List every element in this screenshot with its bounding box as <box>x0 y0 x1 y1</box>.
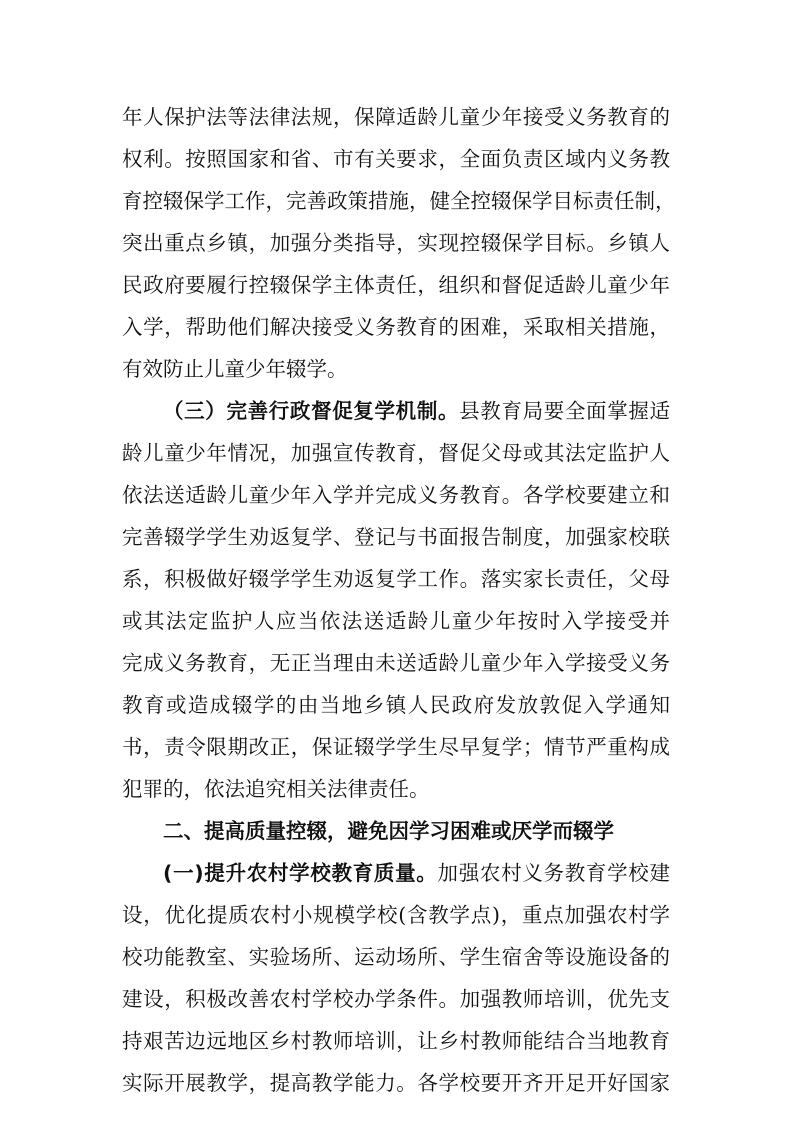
body-text-line: 权利。按照国家和省、市有关要求，全面负责区域内义务教 <box>122 147 670 171</box>
subsection-title: （三）完善行政督促复学机制。 <box>163 399 460 423</box>
body-text-line: 民政府要履行控辍保学主体责任，组织和督促适龄儿童少年 <box>122 273 670 297</box>
body-text-line: 书，责令限期改正，保证辍学学生尽早复学；情节严重构成 <box>122 735 670 759</box>
section-heading: 二、提高质量控辍，避免因学习困难或厌学而辍学 <box>163 819 614 843</box>
body-text-line: 设，优化提质农村小规模学校(含教学点)，重点加强农村学 <box>122 903 670 927</box>
body-text-line: 有效防止儿童少年辍学。 <box>122 357 348 381</box>
body-text-line: 入学，帮助他们解决接受义务教育的困难，采取相关措施， <box>122 315 670 339</box>
paragraph-first-line <box>163 857 670 889</box>
body-text-line: 系，积极做好辍学学生劝返复学工作。落实家长责任，父母 <box>122 567 670 591</box>
body-text-line: 教育或造成辍学的由当地乡镇人民政府发放敦促入学通知 <box>122 693 670 717</box>
body-text-line: 持艰苦边远地区乡村教师培训，让乡村教师能结合当地教育 <box>122 1029 670 1053</box>
body-text-line: 完善辍学学生劝返复学、登记与书面报告制度，加强家校联 <box>122 525 670 549</box>
body-text-line: 实际开展教学，提高教学能力。各学校要开齐开足开好国家 <box>122 1071 670 1095</box>
body-text-line: 完成义务教育，无正当理由未送适龄儿童少年入学接受义务 <box>122 651 670 675</box>
body-text-line: 年人保护法等法律法规，保障适龄儿童少年接受义务教育的 <box>122 105 670 129</box>
body-text-line: 或其法定监护人应当依法送适龄儿童少年按时入学接受并 <box>122 609 670 633</box>
body-text-line: 依法送适龄儿童少年入学并完成义务教育。各学校要建立和 <box>122 483 670 507</box>
body-text-line: 建设，积极改善农村学校办学条件。加强教师培训，优先支 <box>122 987 670 1011</box>
body-text-line: 龄儿童少年情况，加强宣传教育，督促父母或其法定监护人 <box>122 441 670 465</box>
subsection-title: (一)提升农村学校教育质量。 <box>163 861 438 885</box>
body-text-span: 县教育局要全面掌握适 <box>459 399 671 423</box>
paragraph-first-line <box>163 395 670 427</box>
body-text-span: 加强农村义务教育学校建 <box>437 861 670 885</box>
body-text-line: 育控辍保学工作，完善政策措施，健全控辍保学目标责任制， <box>122 189 676 213</box>
body-text-line: 犯罪的，依法追究相关法律责任。 <box>122 777 430 801</box>
body-text-line: 校功能教室、实验场所、运动场所、学生宿舍等设施设备的 <box>122 945 670 969</box>
body-text-line: 突出重点乡镇，加强分类指导，实现控辍保学目标。乡镇人 <box>122 231 670 255</box>
